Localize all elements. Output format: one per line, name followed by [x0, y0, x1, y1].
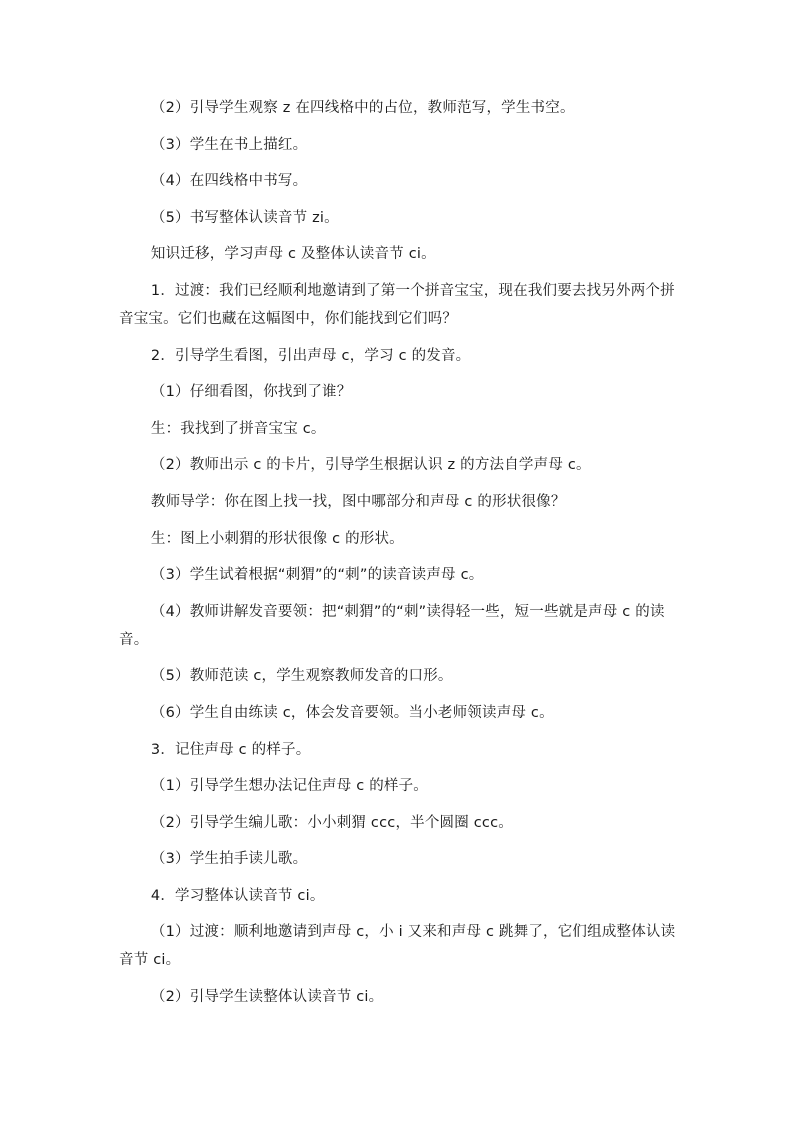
paragraph: （5）教师范读 c，学生观察教师发音的口形。 [150, 668, 453, 685]
paragraph: （5）书写整体认读音节 zi。 [150, 209, 339, 226]
paragraph: （2）教师出示 c 的卡片，引导学生根据认识 z 的方法自学声母 c。 [150, 457, 591, 474]
paragraph: （4）在四线格中书写。 [150, 173, 308, 190]
paragraph: （6）学生自由练读 c，体会发音要领。当小老师领读声母 c。 [150, 704, 554, 721]
paragraph: （1）引导学生想办法记住声母 c 的样子。 [150, 778, 429, 795]
paragraph: （1）过渡：顺利地邀请到声母 c，小 i 又来和声母 c 跳舞了，它们组成整体认读音节 ci。 [119, 924, 676, 969]
paragraph: （2）引导学生读整体认读音节 ci。 [150, 989, 384, 1006]
paragraph: 教师导学：你在图上找一找，图中哪部分和声母 c 的形状很像？ [150, 493, 566, 510]
paragraph: （3）学生在书上描红。 [150, 136, 308, 153]
paragraph: （2）引导学生编儿歌：小小刺猬 ccc，半个圆圈 ccc。 [150, 814, 513, 831]
paragraph: （3）学生拍手读儿歌。 [150, 851, 308, 868]
paragraph: 4．学习整体认读音节 ci。 [150, 887, 325, 904]
paragraph: 3．记住声母 c 的样子。 [150, 741, 311, 758]
paragraph: （2）引导学生观察 z 在四线格中的占位，教师范写，学生书空。 [150, 100, 575, 116]
paragraph: （1）仔细看图，你找到了谁？ [150, 384, 352, 401]
paragraph: 2．引导学生看图，引出声母 c，学习 c 的发音。 [150, 347, 471, 364]
document-body [119, 94, 679, 1020]
paragraph: 生：我找到了拼音宝宝 c。 [150, 420, 326, 437]
paragraph: 知识迁移，学习声母 c 及整体认读音节 ci。 [150, 246, 436, 263]
paragraph: （4）教师讲解发音要领：把“刺猬”的“刺”读得轻一些，短一些就是声母 c 的读音。 [119, 603, 665, 648]
paragraph: 1．过渡：我们已经顺利地邀请到了第一个拼音宝宝，现在我们要去找另外两个拼音宝宝。它们也藏在这幅图中，你们能找到它们吗？ [119, 282, 675, 327]
paragraph: （3）学生试着根据“刺猬”的“刺”的读音读声母 c。 [150, 567, 484, 584]
paragraph: 生：图上小刺猬的形状很像 c 的形状。 [150, 530, 404, 547]
